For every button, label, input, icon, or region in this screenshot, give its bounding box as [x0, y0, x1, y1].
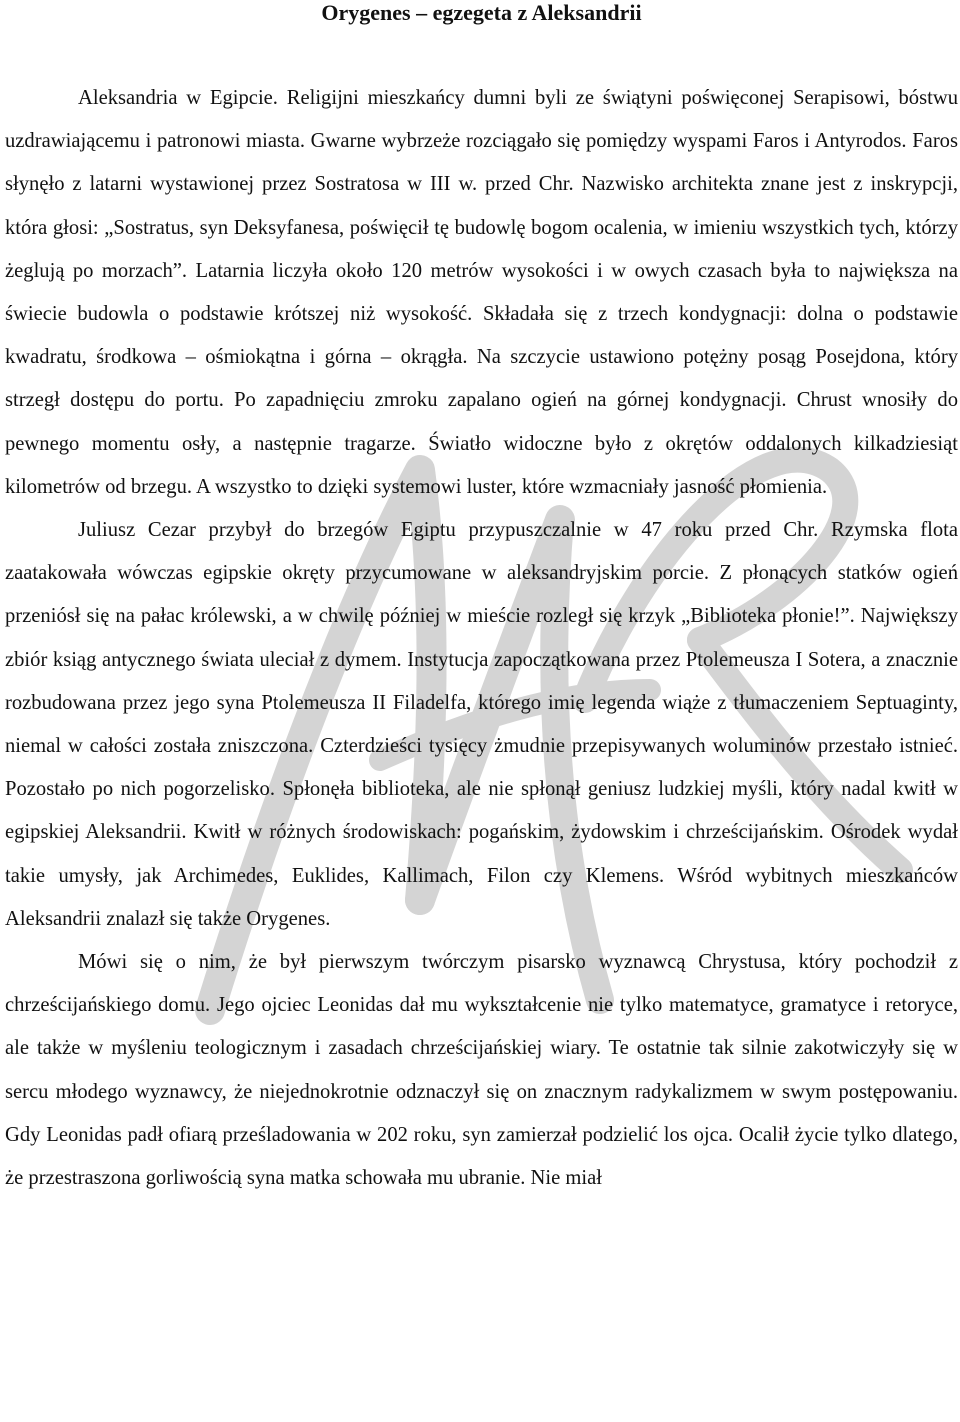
- paragraph-1: Aleksandria w Egipcie. Religijni mieszkańcy dumni byli ze świątyni poświęconej Serapisowi, bóstwu uzdrawiającemu i patronowi miasta. Gwarne wybrzeże rozciągało się pomiędzy wyspami Faros i Antyrodos. Faros słynęło z latarni wystawionej przez Sostratosa w III w. przed Chr. Nazwisko architekta znane jest z inskrypcji, która głosi: „Sostratus, syn Deksyfanesa, poświęcił tę budowlę bogom ocalenia, w imieniu wszystkich tych, którzy żeglują po morzach”. Latarnia liczyła około 120 metrów wysokości i w owych czasach była to największa na świecie budowla o podstawie krótszej niż wysokość. Składała się z trzech kondygnacji: dolna o podstawie kwadratu, środkowa – ośmiokątna i górna – okrągła. Na szczycie ustawiono potężny posąg Posejdona, który strzegł dostępu do portu. Po zapadnięciu zmroku zapalano ogień na górnej kondygnacji. Chrust wnosiły do pewnego momentu osły, a następnie tragarze. Światło widoczne było z okrętów oddalonych kilkadziesiąt kilometrów od brzegu. A wszystko to dzięki systemowi luster, które wzmacniały jasność płomienia.: [5, 87, 958, 498]
- document-body: [5, 77, 958, 1200]
- paragraph-3: Mówi się o nim, że był pierwszym twórczym pisarsko wyznawcą Chrystusa, który pochodził z chrześcijańskiego domu. Jego ojciec Leonidas dał mu wykształcenie nie tylko matematyce, gramatyce i retoryce, ale także w myśleniu teologicznym i zasadach chrześcijańskiej wiary. Te ostatnie tak silnie zakotwiczyły się w sercu młodego wyznawcy, że niejednokrotnie odznaczył się on znacznym radykalizmem w swym postępowaniu. Gdy Leonidas padł ofiarą prześladowania w 202 roku, syn zamierzał podzielić los ojca. Ocalił życie tylko dlatego, że przestraszona gorliwością syna matka schowała mu ubranie. Nie miał: [5, 951, 958, 1190]
- page-title: Orygenes – egzegeta z Aleksandrii: [321, 0, 642, 25]
- paragraph-2: Juliusz Cezar przybył do brzegów Egiptu przypuszczalnie w 47 roku przed Chr. Rzymska flota zaatakowała wówczas egipskie okręty przycumowane w aleksandryjskim porcie. Z płonących statków ogień przeniósł się na pałac królewski, a w chwilę później w mieście rozległ się krzyk „Biblioteka płonie!”. Największy zbiór ksiąg antycznego świata uleciał z dymem. Instytucja zapoczątkowana przez Ptolemeusza I Sotera, a znacznie rozbudowana przez jego syna Ptolemeusza II Filadelfa, którego imię legenda wiąże z tłumaczeniem Septuaginty, niemal w całości została zniszczona. Czterdzieści tysięcy żmudnie przepisywanych woluminów przestało istnieć. Pozostało po nich pogorzelisko. Spłonęła biblioteka, ale nie spłonął geniusz ludzkiej myśli, który nadal kwitł w egipskiej Aleksandrii. Kwitł w różnych środowiskach: pogańskim, żydowskim i chrześcijańskim. Ośrodek wydał takie umysły, jak Archimedes, Euklides, Kallimach, Filon czy Klemens. Wśród wybitnych mieszkańców Aleksandrii znalazł się także Orygenes.: [5, 519, 958, 930]
